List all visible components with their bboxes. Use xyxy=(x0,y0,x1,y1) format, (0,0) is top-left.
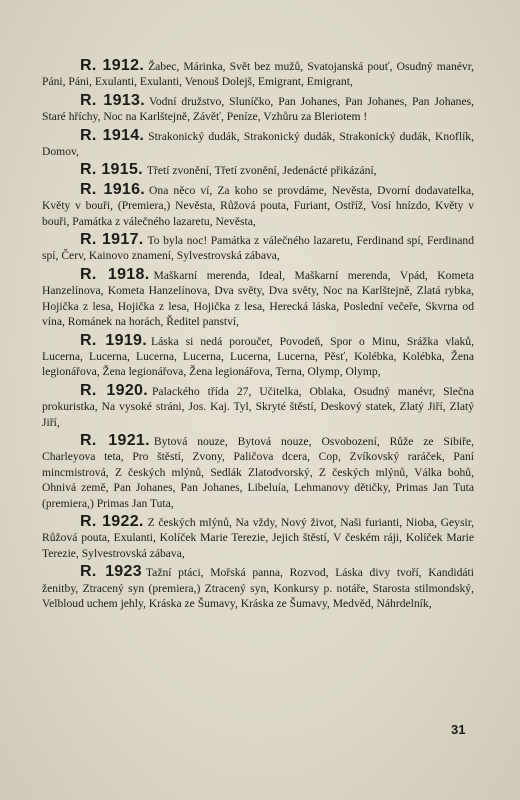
repertoire-list xyxy=(42,58,474,614)
year-entry-1922 xyxy=(42,514,474,561)
year-entry-1915 xyxy=(42,162,474,178)
year-entry-1918 xyxy=(42,267,474,330)
year-entry-1913 xyxy=(42,93,474,125)
year-entry-1914 xyxy=(42,128,474,160)
entry-text: Ona něco ví, Za koho se provdáme, Nevěsta, Dvorní dodavatelka, Květy v bouři, (Premiera,) Nevěsta, Růžová pouta, Furiant, Ostříž, Vosí hnízdo, Květy v bouři, Památka z válečného lazaretu, Nevěsta, xyxy=(42,183,474,228)
year-entry-1912 xyxy=(42,58,474,90)
entry-text: Z českých mlýnů, Na vždy, Nový život, Naši furianti, Nioba, Geysir, Růžová pouta, Exulanti, Kolíček Marie Terezie, Jejich štěstí, V českém ráji, Kolíček Marie Terezie, Sylvestrovská zábava, xyxy=(42,515,474,560)
entry-text: Palackého třída 27, Učitelka, Oblaka, Osudný manévr, Slečna prokuristka, Na vysoké stráni, Jos. Kaj. Tyl, Skryté štěstí, Deskový statek, Zlatý Jiří, Zlatý Jiří, xyxy=(42,384,475,429)
entry-text: Vodní družstvo, Sluníčko, Pan Johanes, Pan Johanes, Pan Johanes, Staré hříchy, Noc na Karlštejně, Závěť, Peníze, Vzhůru za Bleriotem ! xyxy=(42,94,475,124)
year-entry-1916 xyxy=(42,182,474,229)
year-entry-1920 xyxy=(42,383,474,430)
year-entry-1921 xyxy=(42,433,474,511)
year-heading: R. 1912. xyxy=(80,57,145,74)
year-heading: R. 1918. xyxy=(80,265,150,283)
year-heading: R. 1923 xyxy=(80,563,142,581)
year-heading: R. 1915. xyxy=(80,161,143,179)
year-entry-1919 xyxy=(42,333,474,380)
entry-text: Třetí zvonění, Třetí zvonění, Jedenácté přikázání, xyxy=(146,164,377,178)
page-number: 31 xyxy=(451,722,466,737)
year-heading: R. 1920. xyxy=(80,381,148,399)
entry-text: Bytová nouze, Bytová nouze, Osvobození, Růže ze Sibiře, Charleyova teta, Pro štěstí, Zvony, Paličova dcera, Cop, Zvíkovský raráček, Paní mincmistrová, Z českých mlýnů, Sedlák Zlatodvorský, Z českých mlýnů, Válka bohů, Ohnivá země, Pan Johanes, Pan Johanes, Libeluía, Lehmanovy dětičky, Primas Jan Tuta (premiera,) Primas Jan Tuta, xyxy=(42,434,475,510)
entry-text: Tažní ptáci, Mořská panna, Rozvod, Láska divy tvoří, Kandidáti ženitby, Ztracený syn (premiera,) Ztracený syn, Konkursy p. notáře, Starosta stilmondský, Velbloud uchem jehly, Kráska ze Šumavy, Kráska ze Šumavy, Medvěd, Náhrdelník, xyxy=(42,566,474,610)
entry-text: Strakonický dudák, Strakonický dudák, Strakonický dudák, Knoflík, Domov, xyxy=(42,129,474,159)
year-entry-1917 xyxy=(42,232,474,264)
year-heading: R. 1916. xyxy=(80,180,146,198)
year-heading: R. 1914. xyxy=(80,126,145,144)
entry-text: Maškarní merenda, Ideal, Maškarní merenda, Vpád, Kometa Hanzelínova, Kometa Hanzelínova, Dva světy, Dva světy, Noc na Karlštejně, Zlatá rybka, Hojička z lesa, Hojička z lesa, Hojička z lesa, Herecká láska, Poslední večeře, Skvrna od vína, Románek na horách, Ředitel panství, xyxy=(42,268,474,329)
year-heading: R. 1922. xyxy=(80,512,144,530)
entry-text: To byla noc! Památka z válečného lazaretu, Ferdinand spí, Ferdinand spí, Červ, Kainovo znamení, Sylvestrovská zábava, xyxy=(42,234,474,263)
entry-text: Láska si nedá poroučet, Povodeň, Spor o Minu, Srážka vlaků, Lucerna, Lucerna, Lucerna, Lucerna, Lucerna, Lucerna, Pěsť, Kolébka, Kolébka, Žena legionářova, Žena legionářova, Žena legionářova, Terna, Olymp, Olymp, xyxy=(42,334,475,379)
year-heading: R. 1917. xyxy=(80,231,144,249)
year-heading: R. 1919. xyxy=(80,331,147,349)
year-heading: R. 1921. xyxy=(80,431,150,449)
year-heading: R. 1913. xyxy=(80,91,145,109)
year-entry-1923 xyxy=(42,564,474,611)
entry-text: Žabec, Márinka, Svět bez mužů, Svatojanská pouť, Osudný manévr, Páni, Páni, Exulanti, Exulanti, Venouš Dolejš, Emigrant, Emigrant, xyxy=(42,60,474,89)
